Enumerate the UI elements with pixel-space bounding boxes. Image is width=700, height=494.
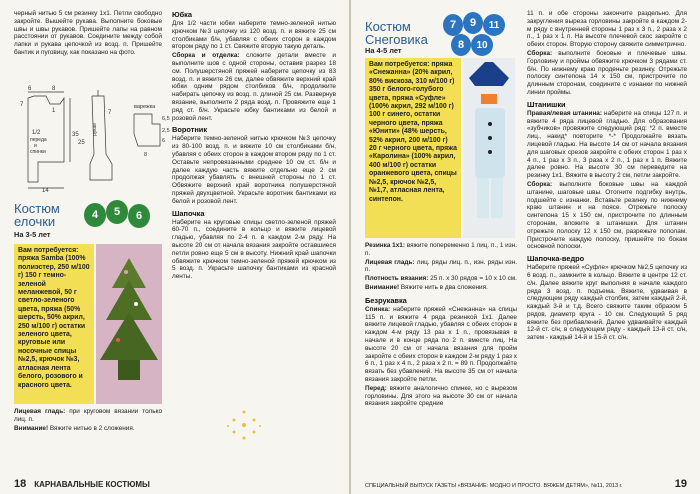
left-page-number: 18 bbox=[14, 478, 27, 490]
attn-text: Вяжите нить в два сложения. bbox=[400, 283, 488, 291]
diag-8b: 8 bbox=[144, 152, 148, 158]
attention-text: Вяжите нитью в 2 сложения. bbox=[49, 424, 135, 432]
step-balloon-6: 6 bbox=[128, 204, 150, 228]
left-col1-top-text: черный нитью 5 см резинку 1х1. Петли свободно закройте. Вышейте рукава. Выполните боковые швы и швы рукавов. Пришейте лапы на равном расстоянии от рукавов. Соедините между собой лапки и рукава цепочкой из возд. п. Пришейте бантик и пуговицу, как показано на фото. bbox=[14, 10, 162, 56]
leg-text: наберите на спицы 127 п. и вяжите 4 ряда лицевой гладью. Для образования «зубчиков» провяжите следующий ряд: *2 п. вместе лиц., накид* повторите *-* Продолжайте вязать лицевой гладью. На высоте 14 см от начала вязания для шаговых срезов закройте с обеих сторон 1 раз х 4 п., 1 раз х 3 п., 3 раза х 2 п., 1 раз х 1 п. Вяжите далее ровно. На высоте 30 см переведите на резинку 1х1. Вяжите в высоту 2 см, петли закройте. bbox=[527, 109, 688, 180]
stst-label: Лицевая гладь: bbox=[365, 258, 415, 266]
diag-65: 6,5 bbox=[162, 116, 170, 122]
back-label: Спинка: bbox=[365, 305, 391, 313]
collar-heading: Воротник bbox=[172, 125, 208, 135]
snowman-costume-illustration bbox=[463, 58, 515, 238]
diag-8: 8 bbox=[52, 86, 56, 92]
diag-varezhka: варежка bbox=[134, 104, 156, 110]
tree-costume-illustration bbox=[96, 244, 162, 404]
skirt-assembly-label: Сборка и отделка: bbox=[172, 52, 240, 60]
right-page-number: 19 bbox=[674, 478, 687, 490]
pants-assembly-label: Сборка: bbox=[527, 180, 553, 188]
front-label: Перед: bbox=[365, 384, 387, 392]
step-balloon-10: 10 bbox=[471, 34, 493, 56]
tree-costume-photo bbox=[96, 244, 162, 404]
tree-costume-title: Костюм елочки bbox=[14, 201, 60, 229]
vest-assembly-text: выполните боковые и плечевые швы. Горловину и проймы обвяжите крючком 3 рядами ст. б/н. По нижнему краю проденьте резинку. Отрежьте полоску синтепона 14 х 150 см, пристрочите по длинным сторонам, соедините с изнанки по нижней линии проймы. bbox=[527, 49, 687, 96]
vest-heading: Безрукавка bbox=[365, 295, 407, 305]
bucket-hat-heading: Шапочка-ведро bbox=[527, 254, 585, 264]
leg-label: Правая/левая штанина: bbox=[527, 109, 602, 117]
diag-i: и bbox=[34, 143, 37, 149]
snowman-costume-age: На 4-5 лет bbox=[365, 46, 402, 55]
pattern-diagram bbox=[8, 84, 170, 192]
left-col2 bbox=[172, 10, 336, 282]
diag-14: 14 bbox=[42, 188, 49, 192]
step-balloon-11: 11 bbox=[483, 14, 505, 36]
right-col1 bbox=[365, 242, 517, 409]
skirt-text: Для 1/2 части юбки наберите темно-зеленой нитью крючком №3 цепочку из 120 возд. п. и вяжите 25 см столбиками б/н, убавляя с обеих сторон в каждом втором ряду по 1 ст. Свяжите вторую такую деталь. bbox=[172, 20, 336, 51]
diag-25b: 2,5 bbox=[162, 128, 170, 134]
hat-heading: Шапочка bbox=[172, 208, 205, 218]
neck-text: 11 п. и обе стороны закончите раздельно. Для закругления выреза горловины закройте в каждом 2-м ряду с внутренней стороны 1 раз х 3 п., 2 раза х 2 п., 1 раз х 1 п. На высоте плечевой скос закройте с обеих сторон. Вторую сторону свяжите симметрично. bbox=[527, 10, 687, 49]
skirt-assembly-text: сложите детали вместе и выполните шов с одной стороны, оставив разрез 18 см. Полушерстяной пряжей наберите цепочку из 83 возд. п. и вяжите 26 см, далее обвяжите верхний край юбки одним рядом столбиков б/н, продолжите набирать цепочку из возд. п. длиной 25 см. Развернув вязание, выполните 2 ряда возд. п. Провяжите еще 1 ряд ст. б/н. Украсьте юбку бантиками из белой и розовой лент. bbox=[172, 52, 336, 122]
right-footer-text: СПЕЦИАЛЬНЫЙ ВЫПУСК ГАЗЕТЫ «ВЯЗАНИЕ: МОДНО И ПРОСТО. ВЯЖЕМ ДЕТЯМ», №11, 2013 г. bbox=[365, 483, 623, 489]
diag-pereda: переда bbox=[30, 137, 47, 143]
snowman-costume-title: Костюм Снеговика bbox=[365, 19, 428, 47]
stockinette-text: при круговом вязании только лиц. п. bbox=[14, 408, 162, 423]
stst-text: лиц. ряды лиц. п., изн. ряды изн. п. bbox=[365, 258, 517, 274]
diag-7b: 7 bbox=[108, 110, 112, 116]
snowman-requirements-box: Вам потребуется: пряжа «Снежанна» (20% акрил, 80% вискоза, 310 м/100 г) 350 г белого-голубого цвета, пряжа «Суфле» (100% акрил, 292 м/100 г) 100 г синего, остатки черного цвета, пряжа «Юнити» (48% шерсть, 52% акрил, 200 м/100 г) 20 г черного цвета, пряжа «Каролина» (100% акрил, 400 м/100 г) остатки оранжевого цвета, спицы №2,5, крючок №2,5, №1,7, атласная лента, синтепон. bbox=[365, 58, 461, 238]
step-balloon-8: 8 bbox=[451, 34, 471, 56]
gauge-label: Плотность вязания: bbox=[365, 275, 429, 283]
pants-heading: Штанишки bbox=[527, 99, 566, 109]
stockinette-label: Лицевая гладь: bbox=[14, 408, 66, 415]
right-page bbox=[351, 0, 700, 494]
step-balloon-5: 5 bbox=[106, 200, 128, 224]
right-footer bbox=[365, 478, 687, 490]
pants-assembly-text: выполните боковые швы на каждой штанине, шаговые швы. Отогните подгибку внутрь, подшейте с изнанки. Вставьте резинку по нижнему краю штанин и на поясе. Отрежьте полоску синтепона 15 х 150 см, пристрочите по длинным сторонам, вложите в штанишки. Для штанин отрежьте полоску 12 х 150 см, разрежьте пополам. Пристрочите каждую полоску, пришейте по бокам основной полоски. bbox=[527, 180, 688, 251]
collar-text: Наберите темно-зеленой нитью крючком №3 цепочку из 80-100 возд. п. и вяжите 10 см столбиками б/н, убавляя с обеих сторон в каждом втором ряду по 1 ст. Оставьте непровязанными среднее 10 см ст. б/н и далее каждую часть вяжите отдельно еще 2 см продолжая убавлять с внешней стороны по 1 ст. Обвяжите верхний край воротника полушерстяной пряжей двухцветной. Украсьте воротник бантиками из белой и розовой лент. bbox=[172, 135, 336, 205]
diag-half: 1/2 bbox=[32, 130, 41, 136]
left-footer bbox=[14, 478, 150, 490]
vest-assembly-label: Сборка: bbox=[527, 49, 553, 57]
diag-rukav: рукав bbox=[92, 123, 98, 136]
left-page bbox=[0, 0, 349, 494]
step-balloon-4: 4 bbox=[84, 203, 106, 227]
diag-7: 7 bbox=[20, 102, 24, 108]
diag-1: 1 bbox=[52, 108, 56, 114]
gauge-text: 25 п. х 30 рядов = 10 х 10 см. bbox=[430, 275, 517, 283]
step-balloon-7: 7 bbox=[443, 14, 463, 36]
diag-spinki: спинки bbox=[30, 149, 46, 155]
rib-text: вяжите попеременно 1 лиц. п., 1 изн. п. bbox=[365, 242, 517, 257]
left-col1-bottom bbox=[14, 408, 162, 433]
snowman-costume-photo bbox=[463, 58, 515, 238]
diag-35: 35 bbox=[72, 132, 79, 138]
diag-6b: 6 bbox=[162, 138, 166, 144]
diag-25: 25 bbox=[78, 140, 85, 146]
back-text: наберите пряжей «Снежанна» на спицы 115 п. и вяжите 4 ряда резинкой 1х1. Далее вяжите лицевой гладью, убавляя с обеих сторон в каждом 4-м ряду 13 раз х 1 п., провязывая в начале и в конце ряда по 2 п. вместе лиц. На высоте 20 см от начала вязания для пройм закройте с обеих сторон в каждом 2-м ряду 1 раз х 6 п., 1 раз х 4 п., 2 раза х 2 п. = 89 п. Продолжайте вязать без убавлений. На высоте 35 см от начала вязания закройте петли. bbox=[365, 305, 518, 383]
front-text: вяжите аналогично спинке, но с вырезом горловины. Для этого на высоте 30 см от начала вязания закройте средние bbox=[365, 384, 517, 408]
attention-label: Внимание! bbox=[14, 424, 49, 432]
rib-label: Резинка 1х1: bbox=[365, 242, 405, 249]
left-section-title: КАРНАВАЛЬНЫЕ КОСТЮМЫ bbox=[34, 480, 150, 489]
tree-costume-age: На 3-5 лет bbox=[14, 230, 51, 239]
attn-label: Внимание! bbox=[365, 283, 400, 291]
diag-6: 6 bbox=[28, 86, 32, 92]
skirt-heading: Юбка bbox=[172, 10, 192, 19]
step-balloon-9: 9 bbox=[463, 12, 483, 34]
tree-requirements-box: Вам потребуется: пряжа Samba (100% полиэстер, 250 м/100 г) 150 г темно-зеленой меланжевой, 50 г светло-зеленого цвета, пряжа (50% шерсть, 50% акрил, 250 м/100 г) остатки зеленого цвета, круговые или носочные спицы №2,5, крючок №3, атласная лента белого, розового и красного цвета. bbox=[14, 244, 94, 404]
right-col2 bbox=[527, 10, 687, 343]
snowflake-decoration bbox=[214, 400, 274, 450]
hat-text: Наберите на круговые спицы светло-зеленой пряжей 60-70 п., соедините в кольцо и вяжите лицевой гладью, убавляя по 2-4 п. в каждом 2-м ряду. На высоте 20 см от начала вязания закройте оставшиеся петли ровно еще 5 см в высоту. Нижний край шапочки обвяжите крючком темно-зеленой пряжей крючком из 5 возд. п. Украсьте шапочку бантиками из красной ленты. bbox=[172, 218, 336, 281]
bucket-hat-text: Наберите пряжей «Суфле» крючком №2,5 цепочку из 6 возд. п., замкните в кольцо. Вяжите в центре 12 ст. с/н. Далее вяжите круг выполняя в начале каждого ряда 3 возд. п. подъема. Вяжите, удваивая в следующем ряду каждый столбик, затем каждый 2-й, каждый 3-й и т.д. Всего свяжите таким образом 5 рядов, диаметр круга - 10 см. Следующий 5 ряд вяжите без прибавлений. Далее удваивайте каждый 12-й ст. с/н, в следующем ряду - каждый 13-й ст. с/н, затем - каждый 14-й и 15-й ст. с/н. bbox=[527, 264, 687, 342]
